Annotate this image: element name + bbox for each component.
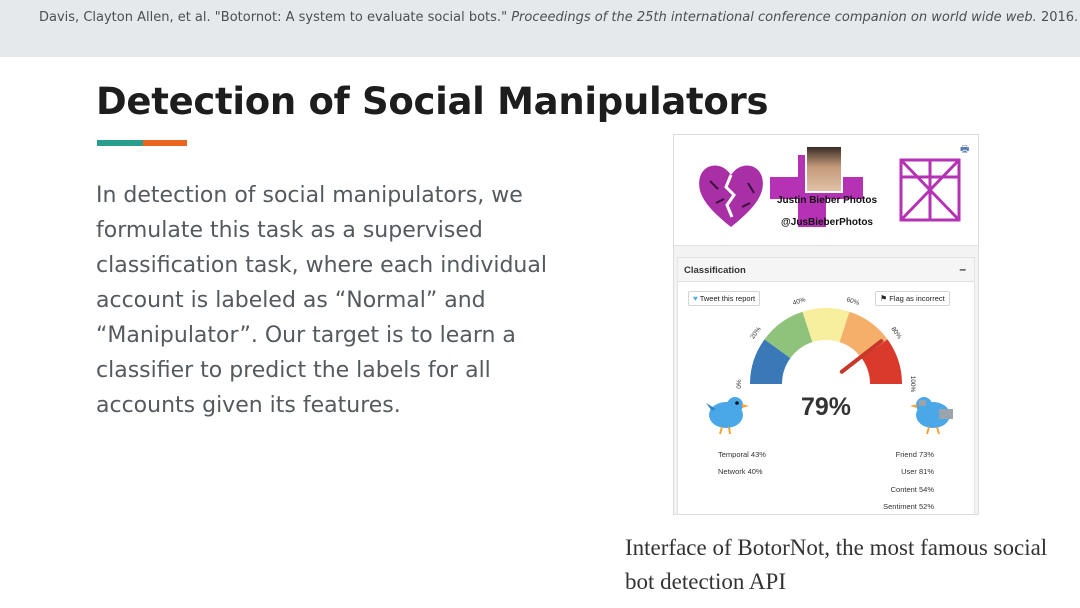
profile-header (674, 135, 978, 246)
gauge-tick-label: 100% (909, 375, 916, 393)
slide-title: Detection of Social Manipulators (96, 80, 769, 123)
citation-authors: Davis, Clayton Allen, et al. (39, 10, 211, 25)
title-accent-orange (143, 140, 187, 146)
citation-venue: Proceedings of the 25th international conference companion on world wide web. (511, 10, 1037, 25)
robot-bird-icon-right (909, 391, 959, 437)
gauge-tick-label: 0% (736, 379, 743, 389)
gauge-tick-label: 20% (749, 325, 763, 341)
metric-content: Content 54% (890, 485, 934, 494)
profile-name: Justin Bieber Photos (776, 195, 877, 206)
bot-score-value: 79% (801, 393, 852, 421)
flag-incorrect-label: Flag as incorrect (889, 294, 945, 303)
classification-title: Classification (684, 265, 746, 276)
citation-year: 2016. (1040, 10, 1079, 25)
metric-sentiment: Sentiment 52% (883, 502, 934, 511)
botornot-screenshot (673, 134, 979, 515)
metric-friend: Friend 73% (895, 450, 934, 459)
citation-text (39, 10, 1078, 25)
gauge-tick-label: 60% (845, 296, 861, 308)
metric-network: Network 40% (718, 467, 763, 476)
gauge-tick-label: 80% (889, 325, 903, 341)
gauge-tick-label: 40% (791, 296, 807, 308)
collapse-button[interactable]: – (959, 262, 966, 276)
slide-body-text: In detection of social manipulators, we formulate this task as a supervised classification task, where each individual account is labeled as “Normal” and “Manipulator”. Our target is to learn a classifier to predict the labels for all accounts given its features. (96, 183, 547, 418)
profile-avatar (805, 145, 843, 193)
bird-icon-left (704, 391, 750, 437)
flag-icon: ⚑ (880, 294, 888, 303)
metric-temporal: Temporal 43% (718, 450, 766, 459)
citation-bar (0, 0, 1080, 57)
broken-heart-icon (696, 159, 766, 231)
classification-panel (677, 257, 975, 515)
citation-title: "Botornot: A system to evaluate social bots." (214, 10, 508, 25)
print-icon[interactable]: 🖶 (960, 144, 970, 155)
title-accent-teal (97, 140, 143, 146)
metric-user: User 81% (901, 467, 934, 476)
twitter-icon: ♥ (693, 294, 698, 303)
figure-caption: Interface of BotorNot, the most famous social bot detection API (625, 535, 1048, 594)
tweet-report-label: Tweet this report (699, 294, 756, 303)
frame-logo-icon (898, 157, 962, 223)
profile-handle[interactable]: @JusBieberPhotos (781, 217, 873, 228)
